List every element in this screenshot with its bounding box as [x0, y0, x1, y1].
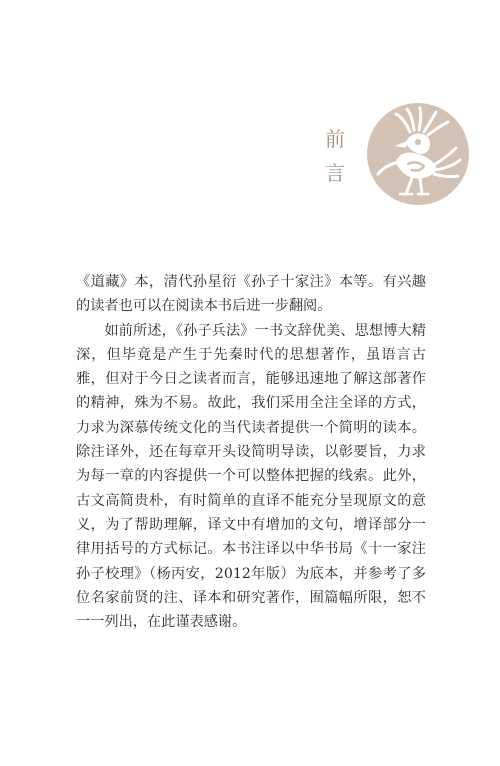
phoenix-seal-icon	[366, 102, 470, 206]
paragraph-1: 《道藏》本，清代孙星衍《孙子十家注》本等。有兴趣的读者也可以在阅读本书后进一步翻阅。	[76, 274, 426, 315]
seal-disc	[367, 103, 469, 205]
page-title	[323, 122, 347, 190]
preface-body	[76, 270, 426, 634]
title-char-1: 前	[325, 127, 345, 151]
title-char-2: 言	[325, 161, 345, 185]
paragraph-2: 如前所述，《孙子兵法》一书文辞优美、思想博大精深，但毕竟是产生于先秦时代的思想著作，虽语言古雅，但对于今日之读者而言，能够迅速地了解这部著作的精神，殊为不易。故此，我们采用全注全译的方式，力求为深慕传统文化的当代读者提供一个简明的读本。除注译外，还在每章开头设简明导读，以彰要旨，力求为每一章的内容提供一个可以整体把握的线索。此外，古文高简贵朴，有时简单的直译不能充分呈现原文的意义，为了帮助理解，译文中有增加的文句，增译部分一律用括号的方式标记。本书注译以中华书局《十一家注孙子校理》（杨丙安，2012年版）为底本，并参考了多位名家前贤的注、译本和研究著作，囿篇幅所限，恕不一一列出，在此谨表感谢。	[76, 322, 426, 631]
